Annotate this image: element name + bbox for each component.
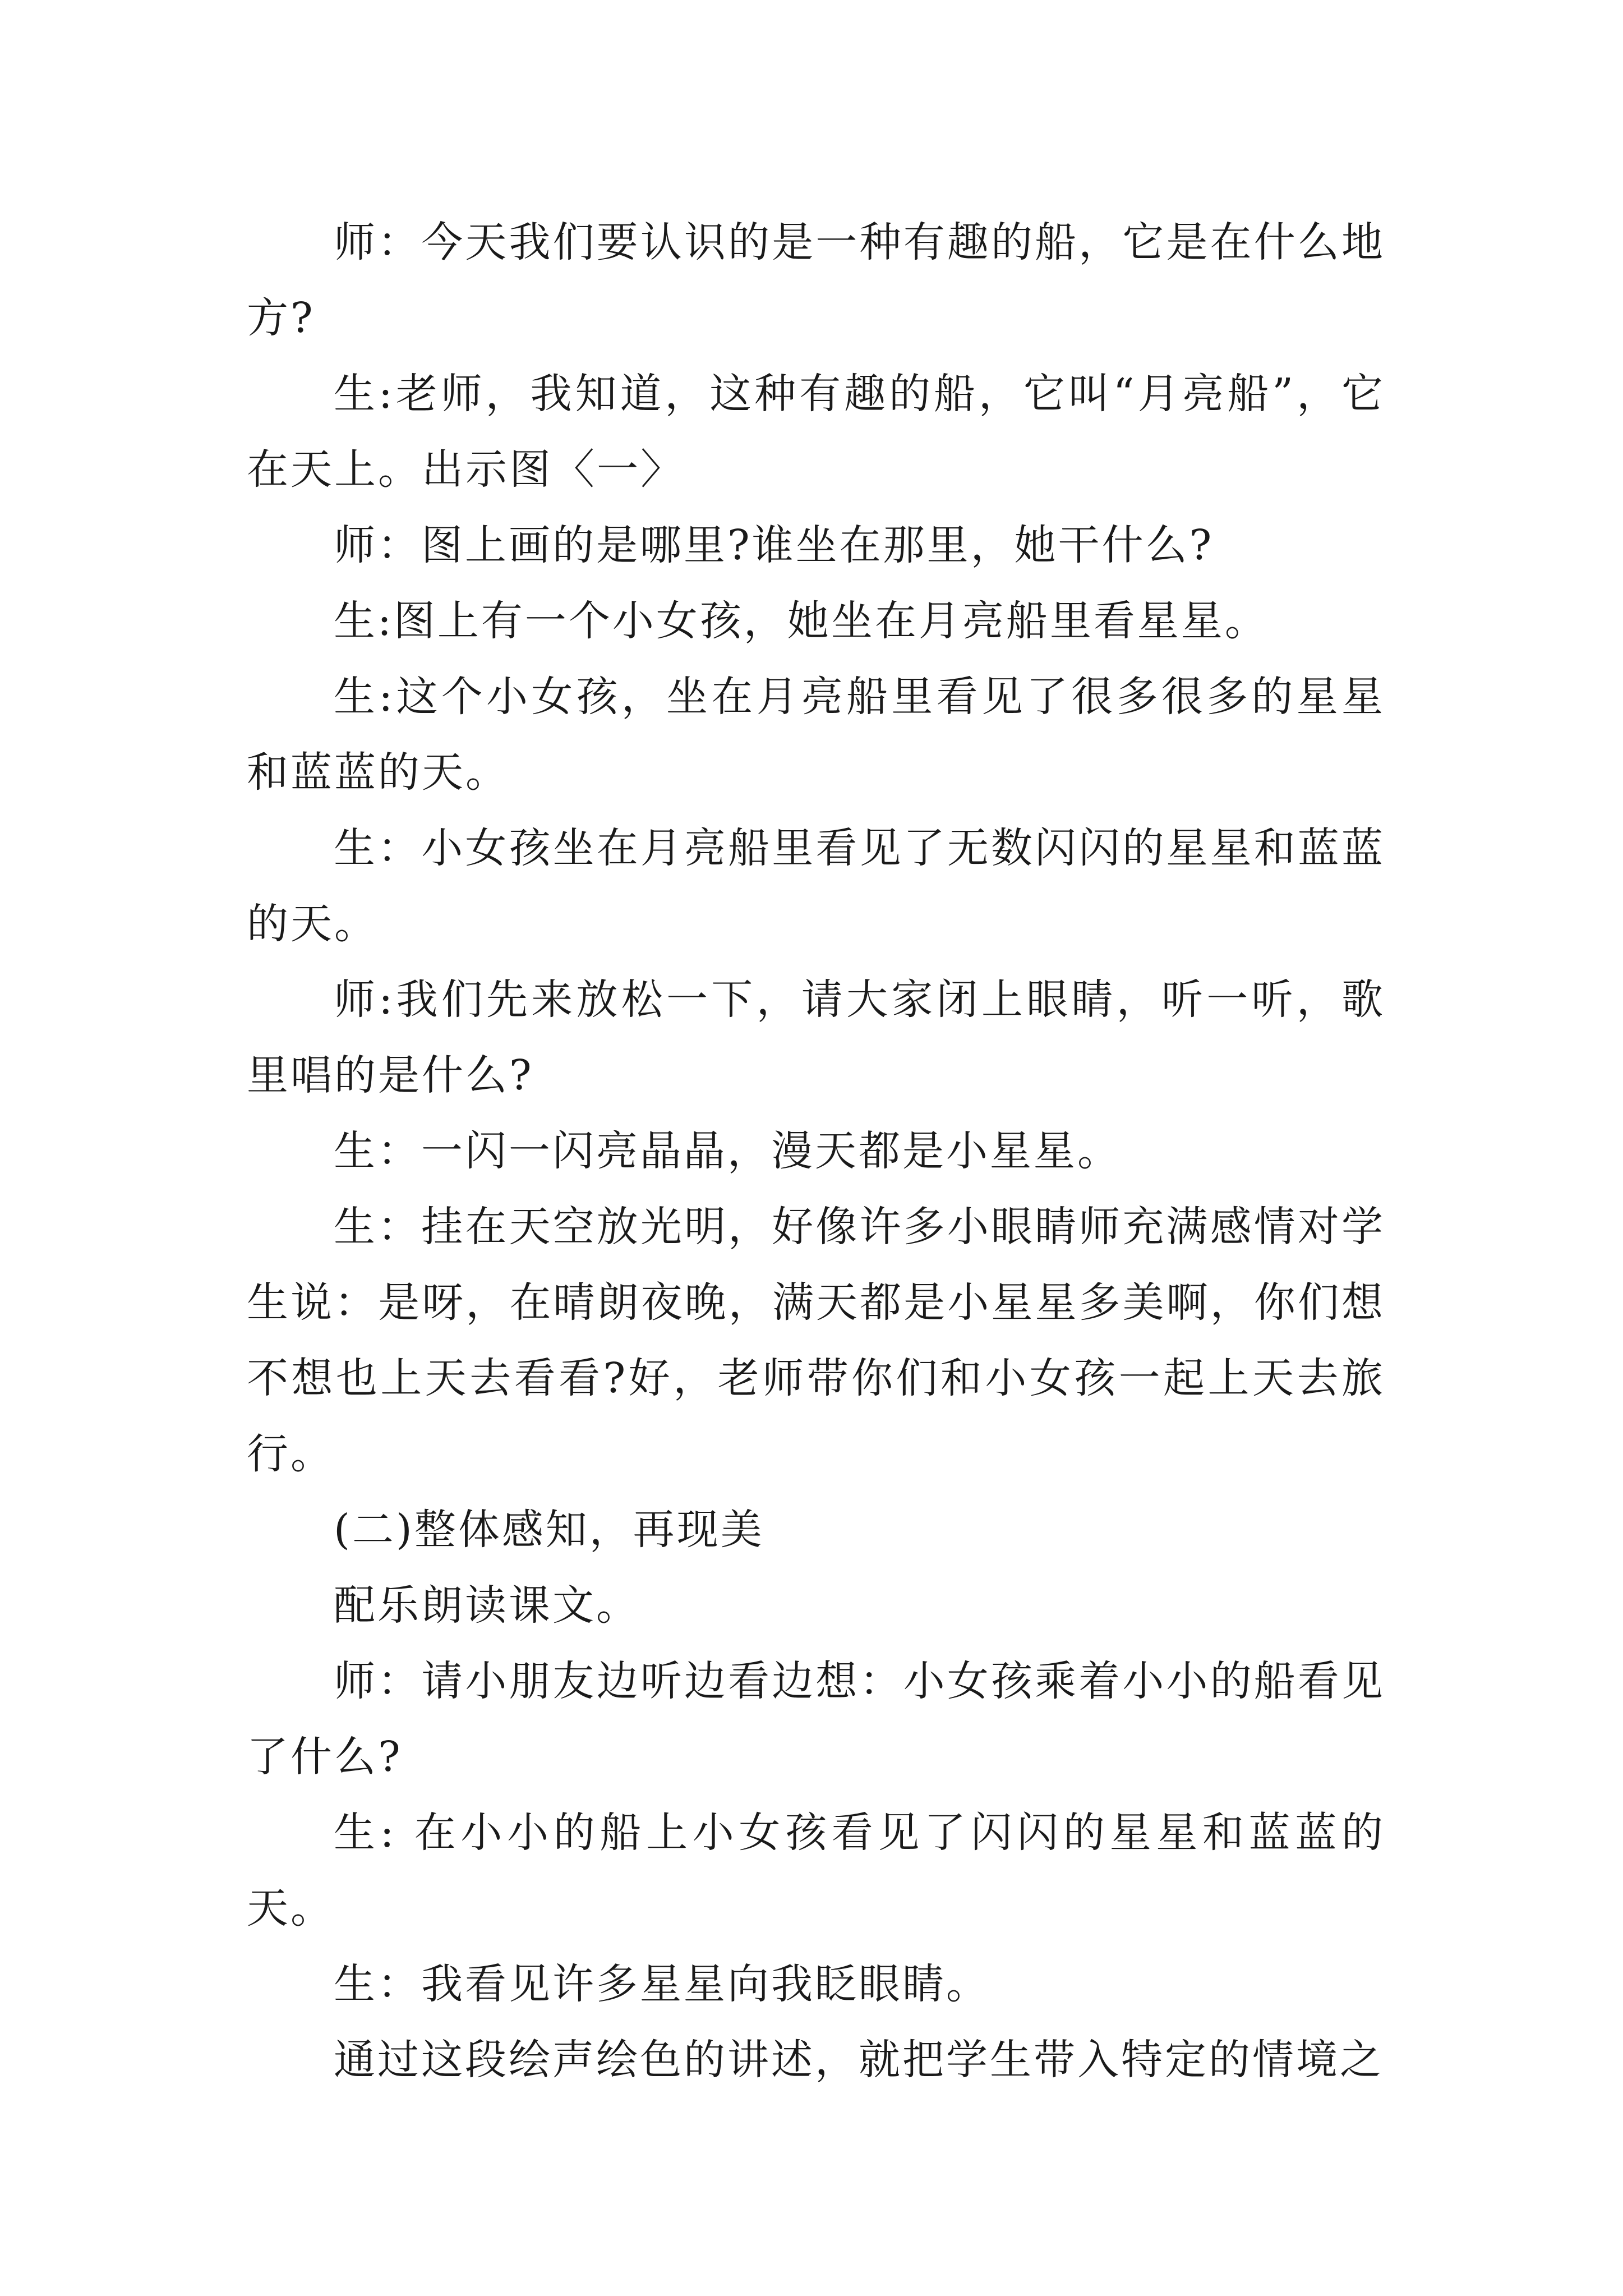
paragraph: 师:我们先来放松一下，请大家闭上眼睛，听一听，歌里唱的是什么?: [247, 976, 1385, 1099]
paragraph: 生：小女孩坐在月亮船里看见了无数闪闪的星星和蓝蓝的天。: [247, 824, 1385, 948]
paragraph: 师：请小朋友边听边看边想：小女孩乘着小小的船看见了什么?: [247, 1657, 1385, 1781]
document-page: [247, 205, 1385, 2098]
paragraph: 生：挂在天空放光明，好像许多小眼睛师充满感情对学生说：是呀，在晴朗夜晚，满天都是小星星多美啊，你们想不想也上天去看看?好，老师带你们和小女孩一起上天去旅行。: [247, 1203, 1385, 1478]
paragraph: 生:老师，我知道，这种有趣的船，它叫“月亮船”，它在天上。出示图〈一〉: [247, 370, 1385, 494]
paragraph: 生：我看见许多星星向我眨眼睛。: [334, 1960, 990, 2008]
section-heading: (二)整体感知，再现美: [334, 1506, 764, 1554]
paragraph: 生:这个小女孩，坐在月亮船里看见了很多很多的星星和蓝蓝的天。: [247, 673, 1385, 797]
paragraph: 生: 在小小的船上小女孩看见了闪闪的星星和蓝蓝的天。: [247, 1809, 1385, 1932]
paragraph: 师：今天我们要认识的是一种有趣的船，它是在什么地方?: [247, 218, 1385, 342]
paragraph: 通过这段绘声绘色的讲述，就把学生带入特定的情境之: [334, 2036, 1384, 2084]
paragraph: 生:图上有一个小女孩，她坐在月亮船里看星星。: [334, 597, 1269, 645]
paragraph: 生：一闪一闪亮晶晶，漫天都是小星星。: [334, 1127, 1121, 1175]
paragraph: 配乐朗读课文。: [334, 1581, 640, 1630]
paragraph: 师：图上画的是哪里?谁坐在那里，她干什么?: [334, 521, 1214, 569]
